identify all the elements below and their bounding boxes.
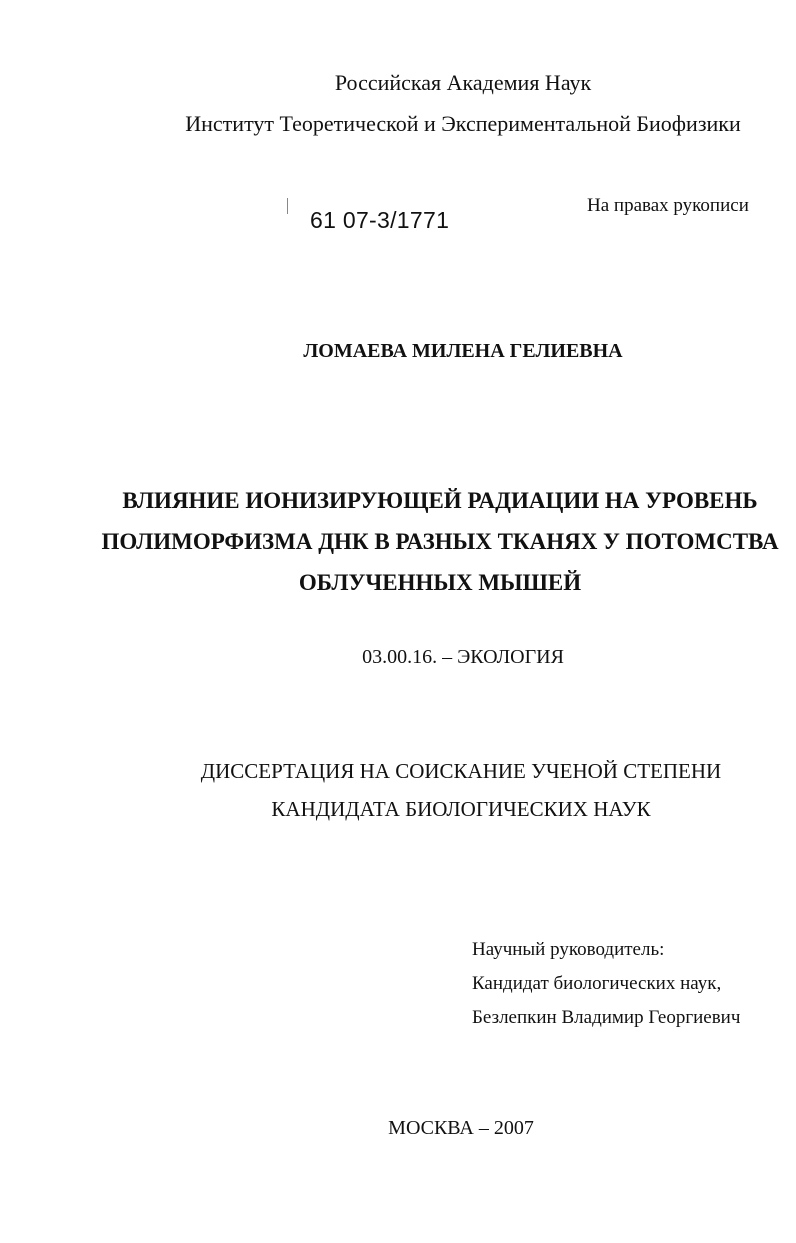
title-line: ВЛИЯНИЕ ИОНИЗИРУЮЩЕЙ РАДИАЦИИ НА УРОВЕНЬ bbox=[122, 488, 758, 513]
city-year: МОСКВА – 2007 bbox=[388, 1117, 534, 1139]
manuscript-rights: На правах рукописи bbox=[587, 195, 749, 216]
dissertation-title bbox=[101, 480, 778, 603]
stamp-mark bbox=[287, 198, 288, 214]
author-name: ЛОМАЕВА МИЛЕНА ГЕЛИЕВНА bbox=[303, 340, 623, 362]
degree-statement bbox=[201, 752, 721, 828]
title-line: ПОЛИМОРФИЗМА ДНК В РАЗНЫХ ТКАНЯХ У ПОТОМСТВА bbox=[101, 529, 779, 554]
institute-name: Институт Теоретической и Экспериментальной Биофизики bbox=[185, 111, 741, 136]
specialty-code: 03.00.16. – ЭКОЛОГИЯ bbox=[362, 646, 564, 668]
supervisor-block bbox=[472, 933, 740, 1035]
supervisor-name: Безлепкин Владимир Георгиевич bbox=[472, 1007, 741, 1028]
supervisor-degree: Кандидат биологических наук, bbox=[472, 973, 722, 994]
degree-line: ДИССЕРТАЦИЯ НА СОИСКАНИЕ УЧЕНОЙ СТЕПЕНИ bbox=[200, 759, 722, 783]
library-stamp: 61 07-3/1771 bbox=[310, 207, 450, 233]
supervisor-label: Научный руководитель: bbox=[472, 939, 665, 960]
title-line: ОБЛУЧЕННЫХ МЫШЕЙ bbox=[298, 570, 582, 595]
academy-name: Российская Академия Наук bbox=[334, 70, 592, 95]
degree-line: КАНДИДАТА БИОЛОГИЧЕСКИХ НАУК bbox=[271, 797, 651, 821]
